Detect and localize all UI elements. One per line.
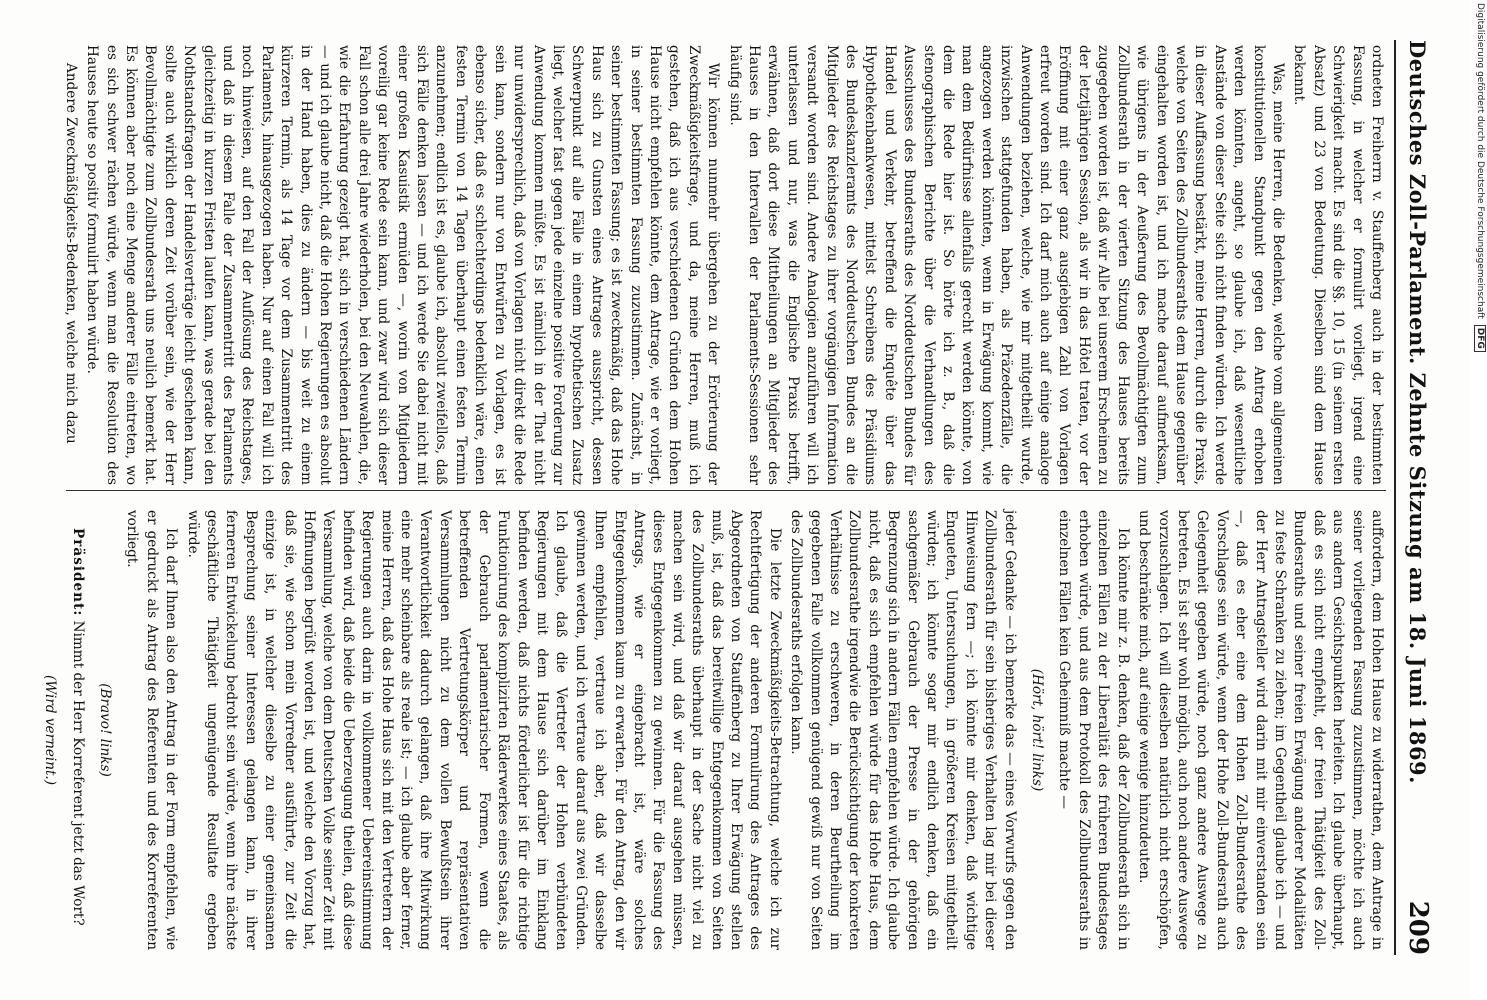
interjection: (Bravo! links): [97, 683, 113, 777]
funding-text: Digitalisierung gefördert durch die Deutsche Forschungsgemeinschaft: [1475, 3, 1485, 319]
dfg-logo: DFG: [1474, 325, 1486, 352]
paragraph: Ich könnte mir z. B. denken, daß der Zollbundesrath sich in einzelnen Fällen zu der Liberalität des früheren Bundestages erhoben würde, und aus dem Protokoll des Zollbundesraths in einzelnen Fällen kein Geheimniß machte —: [1056, 510, 1131, 950]
paragraph: Ich darf Ihnen also den Antrag in der Form empfehlen, wie er gedruckt als Antrag des Referenten und des Korreferenten vorliegt.: [124, 510, 180, 950]
column-divider: [66, 490, 1386, 491]
paragraph: jeder Gedanke — ich bemerke das — eines Vorwurfs gegen den Zollbundesrath für sein bisheriges Verhalten lag mir bei dieser Hinweisung fern —; ich könnte mir denken, daß wichtige Enqueten, Untersuchungen, in größeren Kreisen mitgetheilt würden; ich könnte sogar mir endlich denken, daß ein sachgemäßer Gebrauch der Presse in der gehörigen Begrenzung sich in andern Fällen empfehlen würde. Ich glaube nicht, daß es sich empfehlen würde für das Hohe Haus, dem Zollbundesrathe irgendwie die Berücksichtigung der konkreten Verhältnisse zu erschweren, in deren Beurtheilung im gegebenen Falle vollkommen genügend gewiß nur von Seiten des Zollbundesraths erfolgen kann.: [788, 510, 1018, 950]
funding-note: [1475, 3, 1486, 703]
speaker-name: Präsident:: [69, 528, 86, 617]
page-title: Deutsches Zoll-Parlament. Zehnte Sitzung am 18. Juni 1869.: [1405, 40, 1431, 784]
paragraph: auffordern, dem Hohen Hause zu widerrathen, dem Antrage in seiner vorliegenden Fassung zuzustimmen, möchte ich auch aus andern Gesichtspunkten herleiten. Ich glaube überhaupt, daß es sich nicht empfiehlt, der freien Thätigkeit des Zoll-Bundesraths und seiner freien Erwägung anderer Modalitäten zu feste Schranken zu ziehen; im Gegentheil glaube ich — und der Herr Antragsteller wird darin mit mir einverstanden sein —, daß es eher eine dem Hohen Zoll-Bundesrathe des Vorschlages sein würde, wenn der Hohe Zoll-Bundesrath auch Gelegenheit gegeben würde, noch ganz andere Auswege zu betreten. Es ist sehr wohl möglich, auch noch andere Auswege vorzuschlagen. Ich will dieselben natürlich nicht erschöpfen, und beschränke mich, auf einige wenige hinzudeuten.: [1136, 510, 1385, 950]
paragraph: Was, meine Herren, die Bedenken, welche vom allgemeinen konstitutionellen Standpunkt gegen den Antrag erhoben werden könnten, angeht, so glaube ich, daß wesentliche Anstände von dieser Seite sich nicht finden würden. Ich werde in dieser Auffassung bestärkt, meine Herren, durch die Praxis, welche von Seiten des Zollbundesraths dem Hause gegenüber eingehalten worden ist, und ich mache darauf aufmerksam, wie übrigens in der Aeußerung des Bevollmächtigten zum Zollbundesrath in der vierten Sitzung des Hauses bereits zugegeben worden ist, daß wir Alle bei unserem Erscheinen zu der letztjährigen Session, als wir in das Hôtel traten, vor der Eröffnung mit einer ganz ausgiebigen Zahl von Vorlagen erfreut worden sind. Ich darf mich auch auf einige analoge Anwendungen beziehen, welche, wie mir mitgetheilt wurde, inzwischen stattgefunden haben, als Präzedenzfälle, die angezogen werden könnten, wenn in Erwägung kommt, wie man dem Bedürfnisse allenfalls gerecht werden könnte, von dem die Rede hier ist. So hörte ich z. B., daß die stenographischen Berichte über die Verhandlungen des Ausschusses des Bundesraths des Norddeutschen Bundes für Handel und Verkehr, betreffend die Enquête über das Hypothekenbankwesen, mittelst Schreibens des Präsidiums des Bundeskanzleramts des Norddeutschen Bundes an die Mitglieder des Reichstages zu ihrer vorgängigen Information versandt worden sind. Andere Analogien anzuführen will ich unterlassen und nur, was die Englische Praxis betrifft, erwähnen, daß dort diese Mittheilungen an Mitglieder des Hauses in den Intervallen der Parlaments-Sessionen sehr häufig sind.: [726, 45, 1286, 485]
paragraph: Wir können nunmehr übergehen zu der Erörterung der Zweckmäßigkeitsfrage, und da, meine Herren, muß ich gestehen, daß ich aus verschiedenen Gründen dem Hohen Hause nicht empfehlen könnte, dem Antrage, wie er vorliegt, in seiner bestimmten Fassung zuzustimmen. Zunächst, in seiner bestimmten Fassung; es ist zweckmäßig, daß das Hohe Haus sich zu Gunsten eines Antrages ausspricht, dessen Schwerpunkt auf alle Fälle in einem hypothetischen Zusatz liegt, welcher fast gegen jede einzelne positive Forderung zur Anwendung kommen müßte. Es ist nämlich in der That nicht nur unwidersprechlich, daß von Vorlagen nicht direkt die Rede sein kann, sondern nur von Entwürfen zu Vorlagen, es ist ebenso sicher, daß es schlechterdings bedenklich wäre, einen festen Termin von 14 Tagen überhaupt einen festen Termin anzunehmen; endlich ist es, glaube ich, absolut zweifellos, daß sich Fälle denken lassen — und ich werde Sie dabei nicht mit einer großen Kasuistik ermüden —, worin von Mitgliedern voreilig gar keine Rede sein kann, und zwar wird sich dieser Fall schon alle drei Jahre wiederholen, bei den Neuwahlen, die, wie die Erfahrung gezeigt hat, sich in verschiedenen Ländern — und ich glaube nicht, daß die Hohen Regierungen es absolut in der Hand haben, dies zu ändern — bis weit zu einem kürzeren Termin, als 14 Tage vor dem Zusammentritt des Parlaments, hinausgezogen haben. Nur auf einen Fall will ich noch hinweisen, auf den Fall der Auflösung des Reichstages, und daß in diesem Falle der Zusammentritt des Parlaments gleichzeitig in kurzen Fristen laufen kann, was gerade bei den Nothstandsfragen der Handelsverträge leicht geschehen kann, sollte auch wirklich deren Zeit vorüber sein, wie der Herr Bevollmächtigte zum Zollbundesrath uns neulich bemerkt hat. Es können aber noch eine Menge anderer Fälle eintreten, wo es sich schwer rächen würde, wenn man die Resolution des Hauses heute so positiv formulirt haben würde.: [84, 45, 722, 485]
page-number: 209: [1403, 900, 1433, 955]
right-column: [42, 510, 1386, 950]
running-head: [1394, 40, 1440, 955]
paragraph: Andere Zweckmäßigkeits-Bedenken, welche mich dazu: [62, 63, 79, 444]
paragraph: Die letzte Zweckmäßigkeits-Betrachtung, welche ich zur Rechtfertigung der anderen Formulirung des Antrages des Abgeordneten von Stauffenberg zu Ihrer Erwägung stellen muß, ist, daß das bereitwillige Entgegenkommen von Seiten des Zollbundesraths überhaupt in der Sache nicht viel zu machen sein wird, und daß wir darauf ausgehen müssen, dieses Entgegenkommen zu gewinnen. Für die Fassung des Antrags, wie er eingebracht ist, wäre solches Entgegenkommen kaum zu erwarten. Für den Antrag, den wir Ihnen empfehlen, vertraue ich aber, daß wir dasselbe gewinnen werden, und ich vertraue darauf aus zwei Gründen. Ich glaube, daß die Vertreter der Hohen verbündeten Regierungen mit dem Hause sich darüber im Einklang befinden werden, daß nichts förderlicher ist für die richtige Funktionirung des komplizirten Räderwerkes eines Staates, als der Gebrauch parlamentarischer Formen, wenn die betreffenden Vertretungskörper und repräsentativen Versammlungen nicht zu dem vollen Bewußtsein ihrer Verantwortlichkeit dadurch gelangen, daß ihre Mitwirkung eine mehr scheinbare als reale ist; — ich glaube aber ferner, meine Herren, daß das Hohe Haus sich mit den Vertretern der Regierungen auch darin in vollkommener Uebereinstimmung befinden wird, daß beide die Ueberzeugung theilen, daß diese Versammlung, welche von dem Deutschen Volke seiner Zeit mit Hoffnungen begrüßt worden ist, und welche den Vorzug hat, daß sie, wie schon mein Vorredner ausführte, zur Zeit die einzige ist, in welcher dieselbe zu einer gemeinsamen Besprechung seiner Interessen gelangen kann, in ihrer ferneren Entwickelung bedroht sein würde, wenn ihre nächste geschäftliche Thätigkeit ungenügende Resultate ergeben würde.: [184, 510, 783, 950]
paragraph: ordneten Freiherrn v. Stauffenberg auch in der bestimmten Fassung, in welcher er formulirt vorliegt, irgend eine Schwierigkeit macht. Es sind die §§. 10, 15 (in seinem ersten Absatz) und 23 von Bedeutung. Dieselben sind dem Hause bekannt.: [1291, 45, 1385, 485]
interjection: (Hört, hört! links): [1029, 668, 1046, 792]
president-remark: [67, 510, 86, 950]
left-column: [62, 45, 1386, 485]
speech-text: Nimmt der Herr Korreferent jetzt das Wort?: [69, 620, 86, 926]
interjection: (Wird verneint.): [42, 674, 59, 786]
